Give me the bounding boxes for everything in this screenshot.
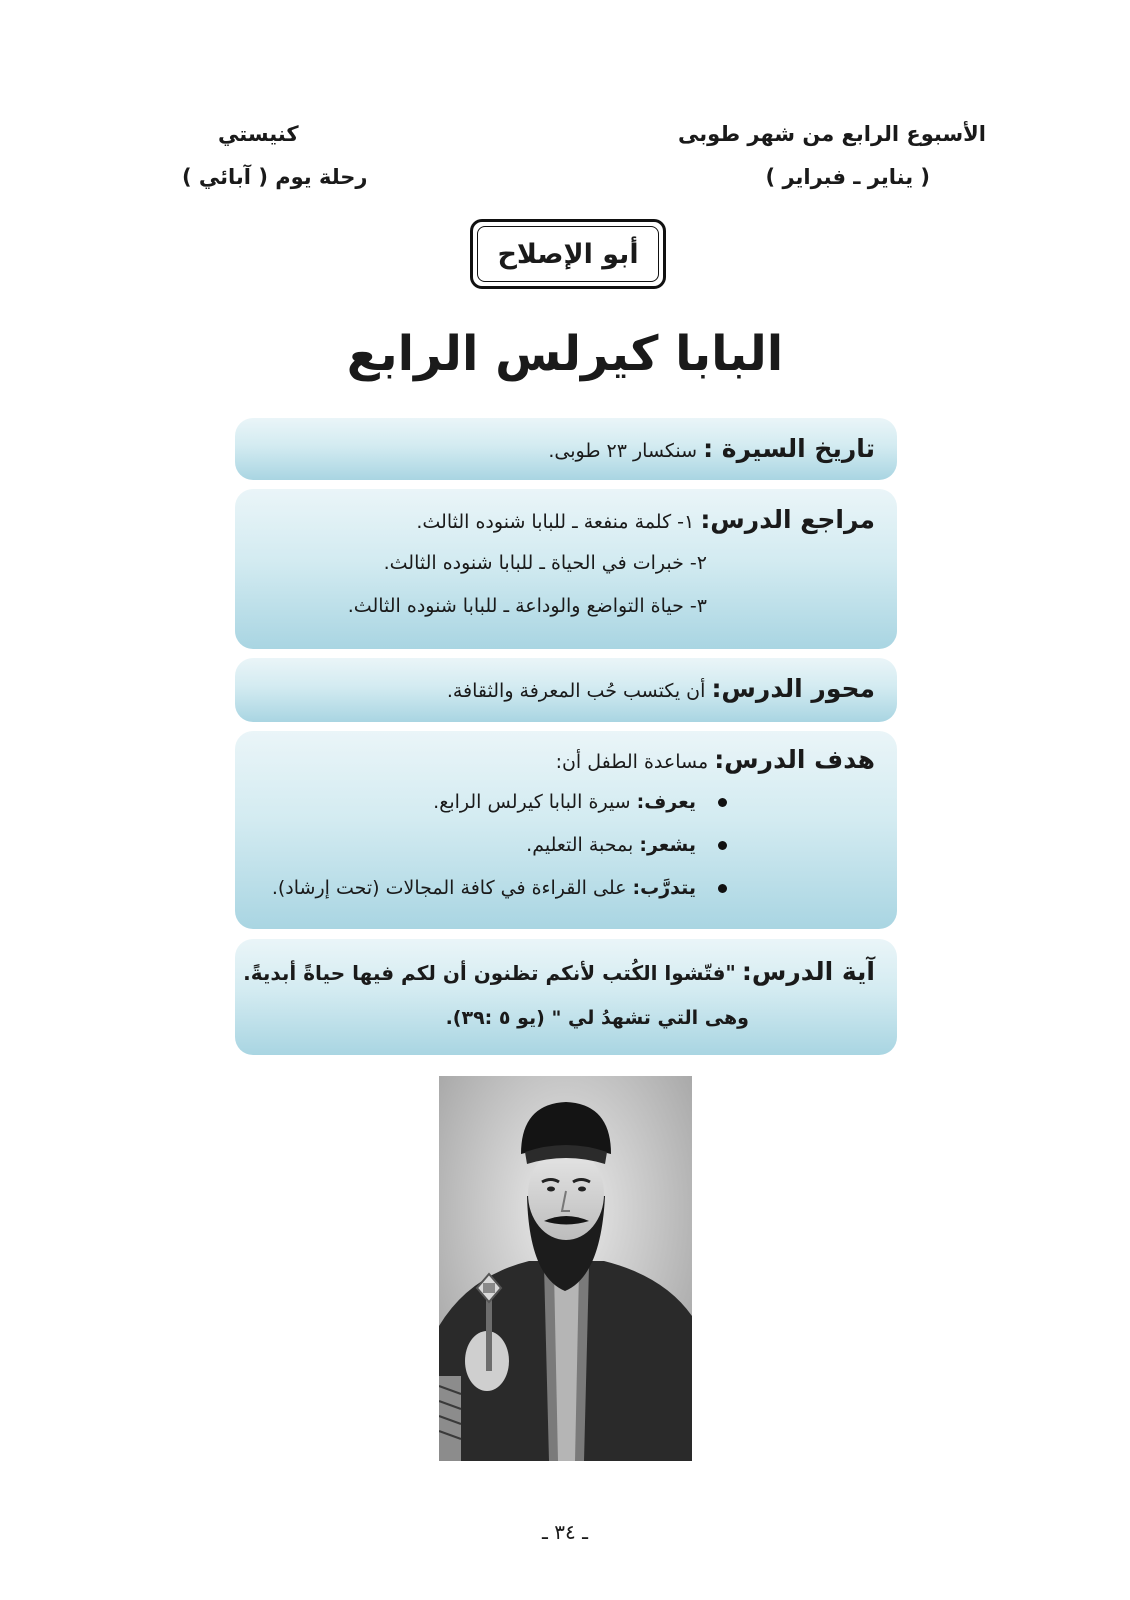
biography-date-text: سنكسار ٢٣ طوبى. <box>548 440 698 462</box>
goal-item <box>272 877 727 899</box>
portrait-image <box>439 1076 692 1461</box>
goal-item <box>433 791 727 813</box>
page-title: البابا كيرلس الرابع <box>346 326 784 382</box>
page-number: ـ ٣٤ ـ <box>542 1520 588 1544</box>
goal-label: هدف الدرس: <box>714 745 875 774</box>
series-title-box <box>470 219 666 289</box>
biography-date-row <box>548 434 875 463</box>
references-panel <box>235 489 897 649</box>
reference-item: ١- كلمة منفعة ـ للبابا شنوده الثالث. <box>416 511 695 533</box>
month-range: ( يناير ـ فبراير ) <box>765 165 930 189</box>
verse-text-2: وهى التي تشهدُ لي " (يو ٥ :٣٩). <box>445 1007 749 1029</box>
goal-item-key: يتدرَّب: <box>632 877 696 899</box>
reference-item: ٣- حياة التواضع والوداعة ـ للبابا شنوده الثالث. <box>347 595 707 617</box>
focus-row <box>447 674 875 703</box>
focus-label: محور الدرس: <box>711 674 875 703</box>
goal-panel <box>235 731 897 929</box>
bullet-icon <box>718 841 727 850</box>
focus-text: أن يكتسب حُب المعرفة والثقافة. <box>446 680 706 702</box>
reference-item: ٢- خبرات في الحياة ـ للبابا شنوده الثالث. <box>383 552 707 574</box>
bullet-icon <box>718 798 727 807</box>
goal-intro: مساعدة الطفل أن: <box>555 751 709 773</box>
goal-item-text: بمحبة التعليم. <box>526 834 634 856</box>
book-title: كنيستي <box>218 122 299 146</box>
references-label: مراجع الدرس: <box>700 505 875 534</box>
verse-panel <box>235 939 897 1055</box>
verse-row-1 <box>243 957 875 986</box>
goal-row <box>556 745 875 774</box>
week-heading: الأسبوع الرابع من شهر طوبى <box>678 122 986 146</box>
focus-panel <box>235 658 897 722</box>
biography-date-panel <box>235 418 897 480</box>
goal-item-text: على القراءة في كافة المجالات (تحت إرشاد). <box>271 877 627 899</box>
portrait-illustration <box>439 1076 692 1461</box>
book-subtitle: رحلة يوم ( آبائي ) <box>182 165 368 189</box>
goal-item-key: يعرف: <box>636 791 696 813</box>
verse-text: "فتّشوا الكُتب لأنكم تظنون أن لكم فيها حياةً أبديةً. <box>243 961 736 985</box>
series-title: أبو الإصلاح <box>477 226 659 282</box>
goal-item-text: سيرة البابا كيرلس الرابع. <box>433 791 631 813</box>
goal-item <box>526 834 727 856</box>
biography-date-label: تاريخ السيرة : <box>703 434 875 463</box>
goal-item-key: يشعر: <box>639 834 696 856</box>
bullet-icon <box>718 884 727 893</box>
references-row-1 <box>416 505 875 534</box>
verse-label: آية الدرس: <box>741 957 875 986</box>
